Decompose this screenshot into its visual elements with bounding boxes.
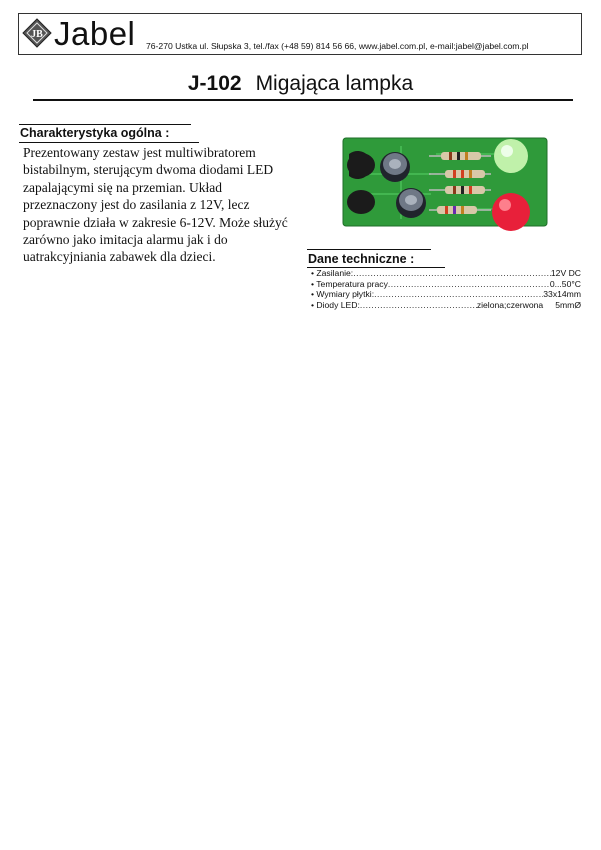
- technical-heading: Dane techniczne :: [308, 252, 415, 266]
- jabel-logo-icon: [22, 18, 52, 48]
- tech-row-dimensions: [311, 289, 581, 300]
- tech-value: 12V DC: [550, 268, 581, 278]
- characteristics-heading: Charakterystyka ogólna :: [20, 126, 170, 140]
- tech-value: 33x14mm: [543, 289, 581, 300]
- tech-row-leds: [311, 300, 581, 311]
- technical-data-list: [311, 268, 581, 310]
- tech-row-temperature: [311, 279, 581, 290]
- tech-value: 0...50°C: [549, 278, 581, 289]
- tech-label: • Wymiary płytki:: [311, 289, 375, 300]
- circuit-board-photo: [341, 134, 549, 231]
- tech-label: • Temperatura pracy: [311, 278, 388, 289]
- page-title: [0, 70, 601, 98]
- logo-monogram: JB: [31, 29, 43, 40]
- section-rule-bottom: [19, 142, 199, 143]
- tech-value-size: 5mmØ: [555, 299, 581, 310]
- tech-row-supply: [311, 268, 581, 279]
- letterhead: [18, 13, 582, 55]
- product-name: Migająca lampka: [255, 72, 414, 95]
- characteristics-text: Prezentowany zestaw jest multiwibratorem bistabilnym, sterującym dwoma diodami LED zapalającymi się na przemian. Układ przeznaczony jest do zasilania z 12V, lecz poprawnie działa w zakresie 6-12V. Może służyć zarówno jako imitacja alarmu jak i do uatrakcyjniania zabawek dla dzieci.: [23, 145, 288, 265]
- brand-name: Jabel: [54, 15, 136, 52]
- tech-rule-top: [307, 249, 431, 250]
- product-code: J-102: [187, 72, 242, 95]
- tech-label: • Diody LED:: [311, 299, 360, 310]
- tech-value: zielona;czerwona: [476, 299, 544, 310]
- contact-info: 76-270 Ustka ul. Słupska 3, tel./fax (+48 59) 814 56 66, www.jabel.com.pl, e-mail:jabel@jabel.com.pl: [146, 41, 529, 51]
- title-divider: [33, 99, 573, 101]
- tech-label: • Zasilanie:: [311, 268, 354, 278]
